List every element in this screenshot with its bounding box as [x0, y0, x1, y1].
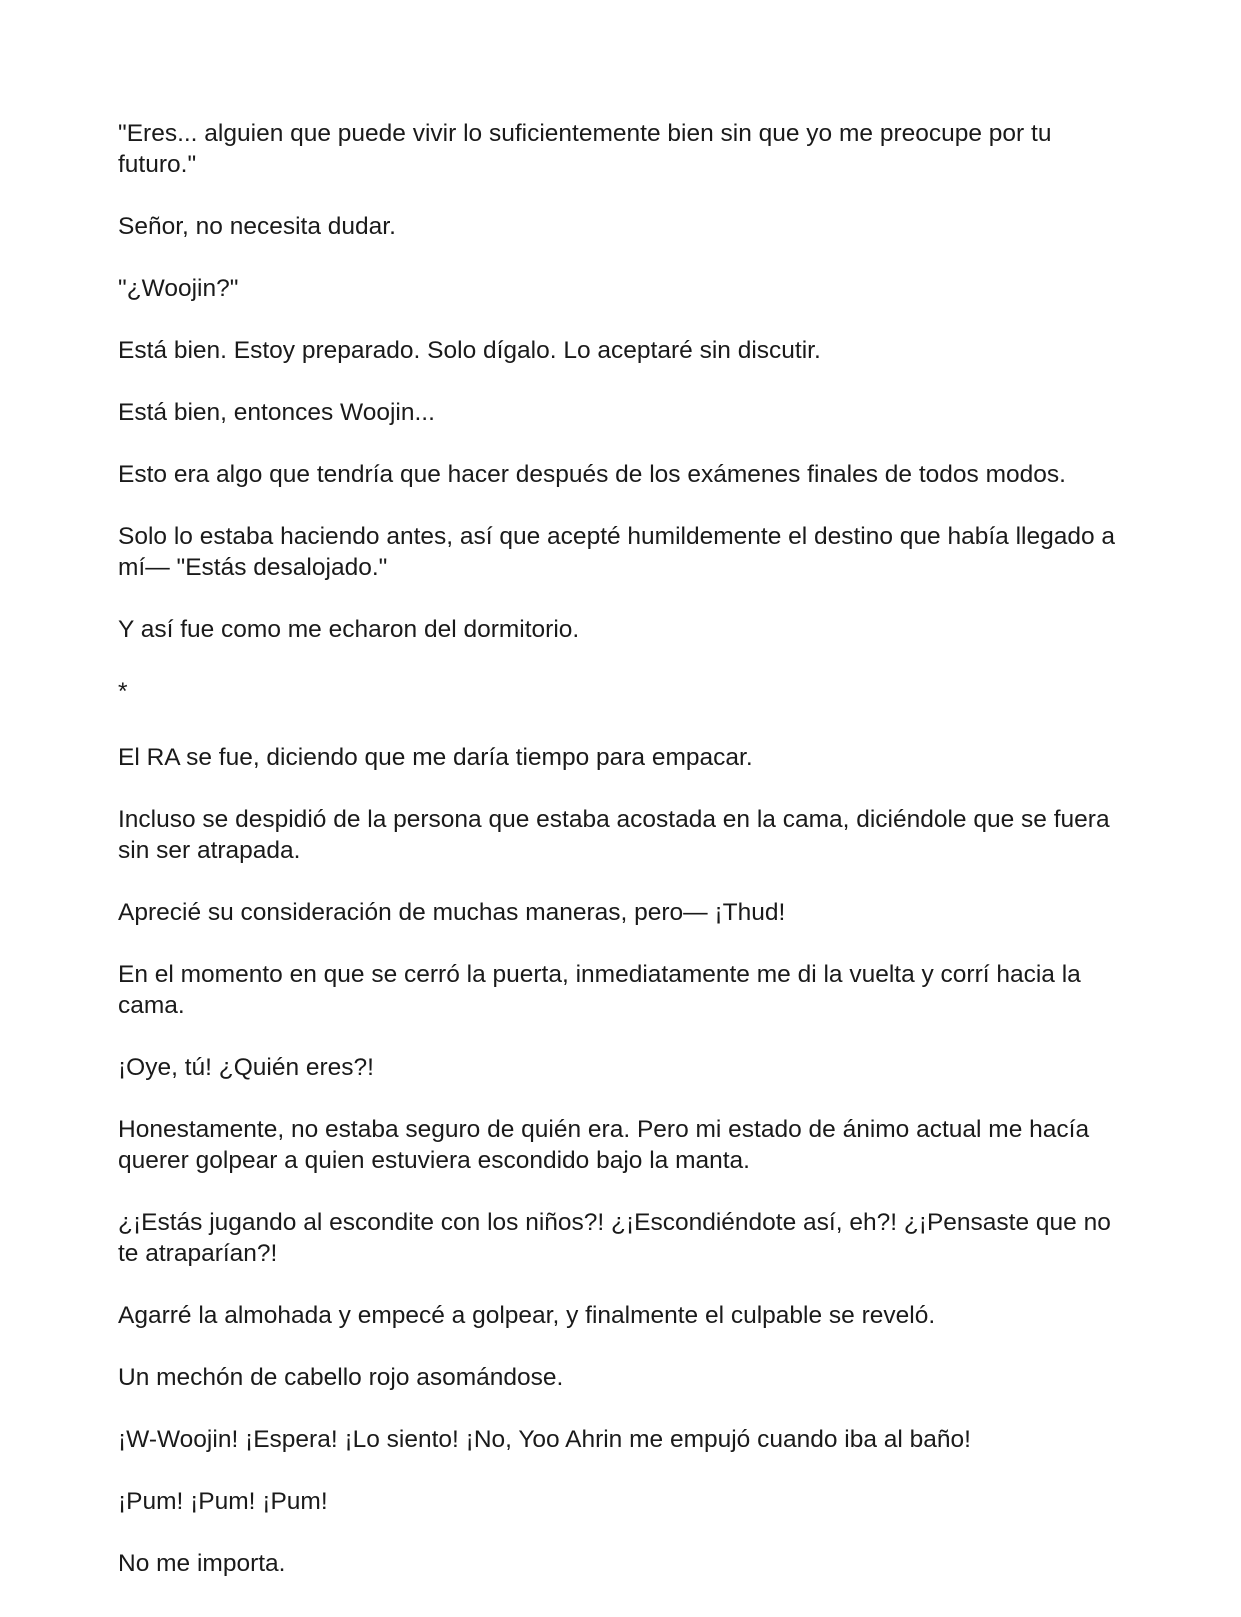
paragraph-16: Agarré la almohada y empecé a golpear, y finalmente el culpable se reveló.: [118, 1302, 936, 1329]
paragraph-9: El RA se fue, diciendo que me daría tiempo para empacar.: [118, 744, 753, 771]
paragraph-12: En el momento en que se cerró la puerta, inmediatamente me di la vuelta y corrí hacia la cama.: [118, 961, 1081, 1019]
document-body: [118, 118, 1128, 1610]
paragraph-3: "¿Woojin?": [118, 275, 239, 302]
paragraph-11: Aprecié su consideración de muchas maneras, pero— ¡Thud!: [118, 899, 786, 926]
paragraph-2: Señor, no necesita dudar.: [118, 213, 396, 240]
paragraph-14: Honestamente, no estaba seguro de quién era. Pero mi estado de ánimo actual me hacía querer golpear a quien estuviera escondido bajo la manta.: [118, 1116, 1090, 1174]
paragraph-17: Un mechón de cabello rojo asomándose.: [118, 1364, 564, 1391]
paragraph-1: "Eres... alguien que puede vivir lo suficientemente bien sin que yo me preocupe por tu futuro.": [118, 120, 1052, 178]
scene-separator: *: [118, 678, 128, 705]
paragraph-18: ¡W-Woojin! ¡Espera! ¡Lo siento! ¡No, Yoo Ahrin me empujó cuando iba al baño!: [118, 1426, 971, 1453]
paragraph-20: No me importa.: [118, 1550, 286, 1577]
paragraph-10: Incluso se despidió de la persona que estaba acostada en la cama, diciéndole que se fuera sin ser atrapada.: [118, 806, 1110, 864]
paragraph-8: Y así fue como me echaron del dormitorio.: [118, 616, 580, 643]
paragraph-7: Solo lo estaba haciendo antes, así que acepté humildemente el destino que había llegado a mí— "Estás desalojado.": [118, 523, 1116, 581]
paragraph-19: ¡Pum! ¡Pum! ¡Pum!: [118, 1488, 328, 1515]
paragraph-15: ¿¡Estás jugando al escondite con los niños?! ¿¡Escondiéndote así, eh?! ¿¡Pensaste que no te atraparían?!: [118, 1209, 1111, 1267]
paragraph-5: Está bien, entonces Woojin...: [118, 399, 435, 426]
paragraph-6: Esto era algo que tendría que hacer después de los exámenes finales de todos modos.: [118, 461, 1066, 488]
paragraph-4: Está bien. Estoy preparado. Solo dígalo. Lo aceptaré sin discutir.: [118, 337, 821, 364]
paragraph-13: ¡Oye, tú! ¿Quién eres?!: [118, 1054, 374, 1081]
